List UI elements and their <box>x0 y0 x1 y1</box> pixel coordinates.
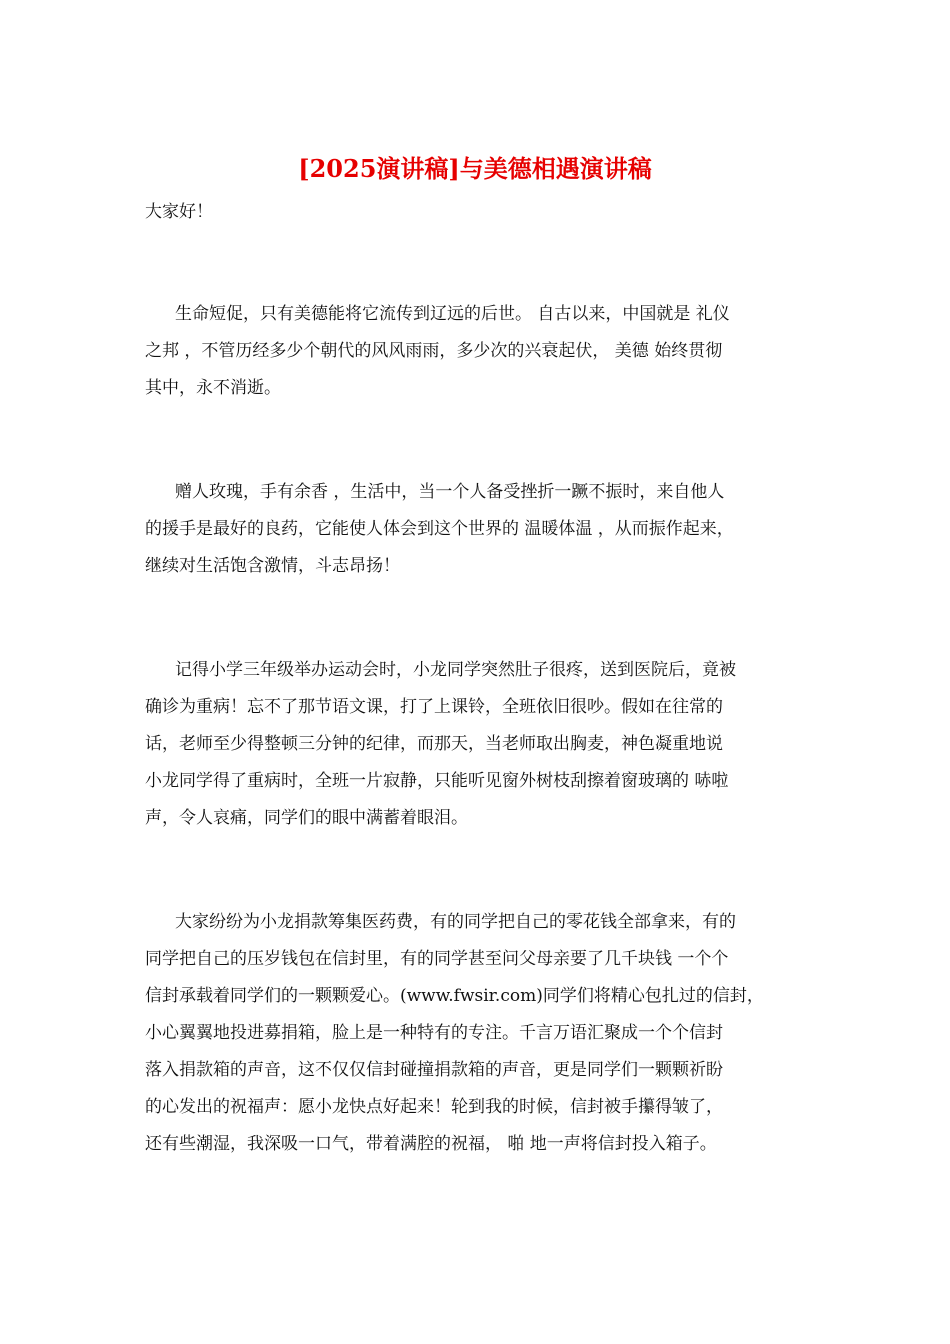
paragraph-line: 信封承载着同学们的一颗颗爱心。(www.fwsir.com)同学们将精心包扎过的信封， <box>145 986 764 1006</box>
paragraph-line: 确诊为重病！忘不了那节语文课，打了上课铃，全班依旧很吵。假如在往常的 <box>145 697 723 717</box>
greeting-text: 大家好！ <box>145 202 213 222</box>
paragraph-1 <box>145 296 810 407</box>
paragraph-line: 的援手是最好的良药，它能使人体会到这个世界的 温暖体温 ，从而振作起来， <box>145 519 734 539</box>
paragraph-line: 之邦 ，不管历经多少个朝代的风风雨雨，多少次的兴衰起伏， 美德 始终贯彻 <box>145 341 723 361</box>
paragraph-line: 赠人玫瑰，手有余香 ，生活中，当一个人备受挫折一蹶不振时，来自他人 <box>175 482 725 502</box>
paragraph-line: 还有些潮湿，我深吸一口气，带着满腔的祝福， 啪 地一声将信封投入箱子。 <box>145 1134 717 1154</box>
paragraph-line: 落入捐款箱的声音，这不仅仅信封碰撞捐款箱的声音，更是同学们一颗颗祈盼 <box>145 1060 723 1080</box>
paragraph-line: 声，令人哀痛，同学们的眼中满蓄着眼泪。 <box>145 808 468 828</box>
paragraph-line: 其中，永不消逝。 <box>145 378 281 398</box>
paragraph-line: 小龙同学得了重病时，全班一片寂静，只能听见窗外树枝刮擦着窗玻璃的 哧啦 <box>145 771 729 791</box>
paragraph-line: 的心发出的祝福声：愿小龙快点好起来！轮到我的时候，信封被手攥得皱了， <box>145 1097 723 1117</box>
paragraph-4 <box>145 904 810 1163</box>
paragraph-line: 生命短促，只有美德能将它流传到辽远的后世。 自古以来，中国就是 礼仪 <box>175 304 730 324</box>
paragraph-2 <box>145 474 810 585</box>
document-title: [2025演讲稿]与美德相遇演讲稿 <box>298 154 652 183</box>
paragraph-line: 大家纷纷为小龙捐款筹集医药费，有的同学把自己的零花钱全部拿来，有的 <box>175 912 736 932</box>
paragraph-line: 记得小学三年级举办运动会时，小龙同学突然肚子很疼，送到医院后，竟被 <box>175 660 736 680</box>
paragraph-line: 话，老师至少得整顿三分钟的纪律，而那天，当老师取出胸麦，神色凝重地说 <box>145 734 723 754</box>
paragraph-line: 同学把自己的压岁钱包在信封里，有的同学甚至问父母亲要了几千块钱 一个个 <box>145 949 729 969</box>
paragraph-line: 小心翼翼地投进募捐箱，脸上是一种特有的专注。千言万语汇聚成一个个信封 <box>145 1023 723 1043</box>
paragraph-3 <box>145 652 810 837</box>
paragraph-line: 继续对生活饱含激情，斗志昂扬！ <box>145 556 400 576</box>
